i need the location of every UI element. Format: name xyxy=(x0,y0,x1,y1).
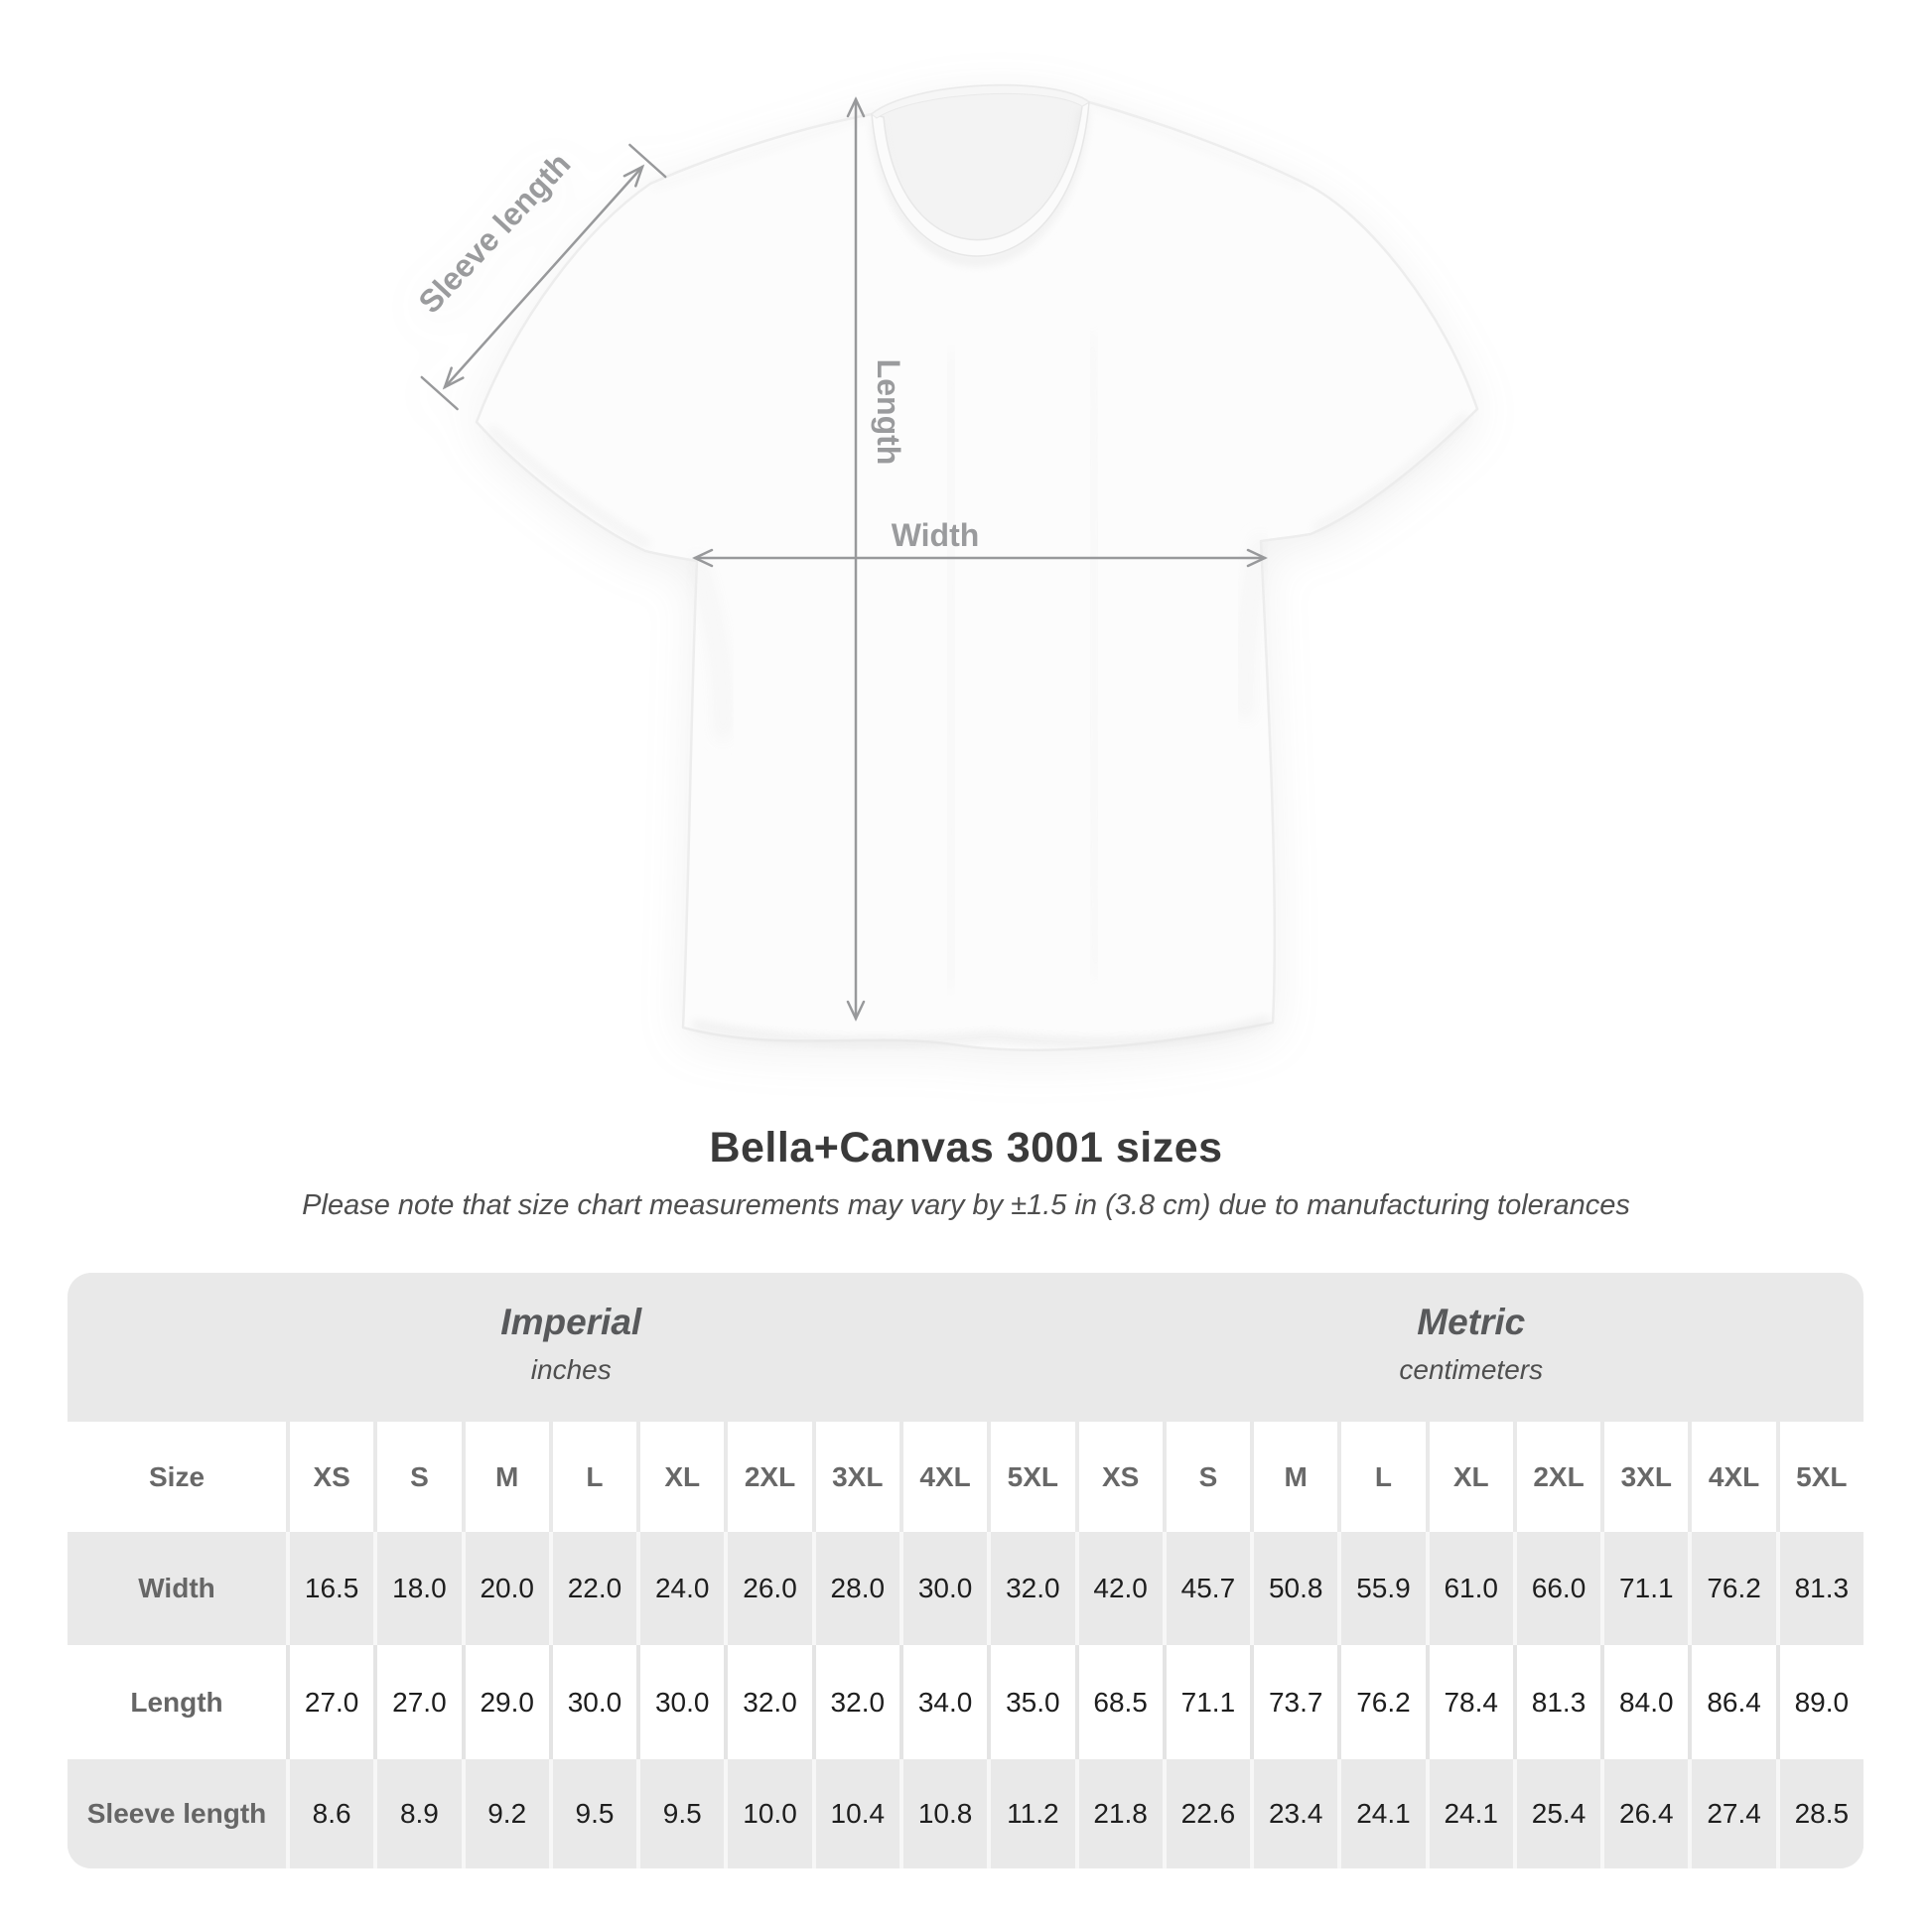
length-value: 86.4 xyxy=(1692,1645,1775,1759)
length-value: 73.7 xyxy=(1254,1645,1337,1759)
sleeve-length-value: 27.4 xyxy=(1692,1759,1775,1868)
size-col-header: XS xyxy=(290,1422,373,1532)
size-col-header: M xyxy=(466,1422,549,1532)
length-value: 27.0 xyxy=(377,1645,461,1759)
sleeve-length-value: 21.8 xyxy=(1079,1759,1163,1868)
width-value: 16.5 xyxy=(290,1532,373,1645)
sleeve-length-value: 9.5 xyxy=(640,1759,724,1868)
unit-group-header xyxy=(68,1273,1863,1422)
sleeve-length-value: 11.2 xyxy=(991,1759,1074,1868)
length-value: 29.0 xyxy=(466,1645,549,1759)
metric-group-header xyxy=(1079,1301,1864,1422)
length-value: 68.5 xyxy=(1079,1645,1163,1759)
width-value: 71.1 xyxy=(1604,1532,1688,1645)
length-value: 35.0 xyxy=(991,1645,1074,1759)
sleeve-length-value: 9.2 xyxy=(466,1759,549,1868)
length-row-label: Length xyxy=(68,1645,286,1759)
sleeve-length-value: 24.1 xyxy=(1430,1759,1513,1868)
page-title: Bella+Canvas 3001 sizes xyxy=(709,1124,1223,1172)
size-col-header: 3XL xyxy=(1604,1422,1688,1532)
width-value: 30.0 xyxy=(903,1532,987,1645)
width-value: 76.2 xyxy=(1692,1532,1775,1645)
sleeve-length-value: 8.6 xyxy=(290,1759,373,1868)
sleeve-length-value: 9.5 xyxy=(553,1759,636,1868)
length-value: 27.0 xyxy=(290,1645,373,1759)
width-row xyxy=(68,1532,1863,1645)
metric-group-name: Metric xyxy=(1417,1302,1526,1342)
size-col-header: 2XL xyxy=(728,1422,811,1532)
size-header-label: Size xyxy=(68,1422,286,1532)
length-value: 30.0 xyxy=(640,1645,724,1759)
sleeve-length-label: Sleeve length xyxy=(411,145,578,321)
sleeve-length-value: 10.8 xyxy=(903,1759,987,1868)
width-value: 24.0 xyxy=(640,1532,724,1645)
tshirt-diagram xyxy=(397,60,1588,1092)
sleeve-length-value: 10.0 xyxy=(728,1759,811,1868)
size-col-header: 5XL xyxy=(1780,1422,1863,1532)
tshirt-illustration xyxy=(397,60,1588,1092)
sleeve-length-value: 22.6 xyxy=(1167,1759,1250,1868)
width-value: 81.3 xyxy=(1780,1532,1863,1645)
width-value: 61.0 xyxy=(1430,1532,1513,1645)
size-col-header: L xyxy=(1341,1422,1425,1532)
width-value: 18.0 xyxy=(377,1532,461,1645)
size-col-header: 4XL xyxy=(1692,1422,1775,1532)
sleeve-length-value: 25.4 xyxy=(1517,1759,1600,1868)
length-label: Length xyxy=(871,358,906,466)
length-value: 71.1 xyxy=(1167,1645,1250,1759)
size-col-header: 2XL xyxy=(1517,1422,1600,1532)
imperial-group-name: Imperial xyxy=(500,1302,642,1342)
size-col-header: XL xyxy=(640,1422,724,1532)
size-col-header: L xyxy=(553,1422,636,1532)
size-col-header: 4XL xyxy=(903,1422,987,1532)
length-value: 89.0 xyxy=(1780,1645,1863,1759)
sleeve-length-value: 26.4 xyxy=(1604,1759,1688,1868)
size-col-header: S xyxy=(1167,1422,1250,1532)
size-col-header: XS xyxy=(1079,1422,1163,1532)
length-row xyxy=(68,1645,1863,1759)
page-subtitle: Please note that size chart measurements may vary by ±1.5 in (3.8 cm) due to manufacturing tolerances xyxy=(302,1189,1630,1221)
width-value: 55.9 xyxy=(1341,1532,1425,1645)
length-value: 76.2 xyxy=(1341,1645,1425,1759)
width-value: 66.0 xyxy=(1517,1532,1600,1645)
width-value: 45.7 xyxy=(1167,1532,1250,1645)
length-value: 32.0 xyxy=(728,1645,811,1759)
size-col-header: S xyxy=(377,1422,461,1532)
metric-group-unit: centimeters xyxy=(1399,1354,1544,1385)
imperial-group-header xyxy=(68,1301,1075,1422)
sleeve-length-value: 24.1 xyxy=(1341,1759,1425,1868)
width-value: 42.0 xyxy=(1079,1532,1163,1645)
width-value: 20.0 xyxy=(466,1532,549,1645)
size-col-header: 5XL xyxy=(991,1422,1074,1532)
width-row-label: Width xyxy=(68,1532,286,1645)
imperial-group-unit: inches xyxy=(530,1354,612,1385)
length-value: 84.0 xyxy=(1604,1645,1688,1759)
length-value: 32.0 xyxy=(816,1645,899,1759)
length-value: 34.0 xyxy=(903,1645,987,1759)
size-col-header: 3XL xyxy=(816,1422,899,1532)
size-header-row xyxy=(68,1422,1863,1532)
size-col-header: XL xyxy=(1430,1422,1513,1532)
sleeve-length-value: 8.9 xyxy=(377,1759,461,1868)
width-value: 22.0 xyxy=(553,1532,636,1645)
width-label: Width xyxy=(891,517,980,553)
width-value: 32.0 xyxy=(991,1532,1074,1645)
sleeve-length-row xyxy=(68,1759,1863,1868)
sleeve-length-row-label: Sleeve length xyxy=(68,1759,286,1868)
sleeve-length-value: 23.4 xyxy=(1254,1759,1337,1868)
length-value: 78.4 xyxy=(1430,1645,1513,1759)
length-value: 81.3 xyxy=(1517,1645,1600,1759)
size-col-header: M xyxy=(1254,1422,1337,1532)
width-value: 50.8 xyxy=(1254,1532,1337,1645)
length-value: 30.0 xyxy=(553,1645,636,1759)
width-value: 28.0 xyxy=(816,1532,899,1645)
width-value: 26.0 xyxy=(728,1532,811,1645)
sleeve-length-value: 28.5 xyxy=(1780,1759,1863,1868)
sleeve-length-value: 10.4 xyxy=(816,1759,899,1868)
size-table xyxy=(68,1273,1863,1868)
